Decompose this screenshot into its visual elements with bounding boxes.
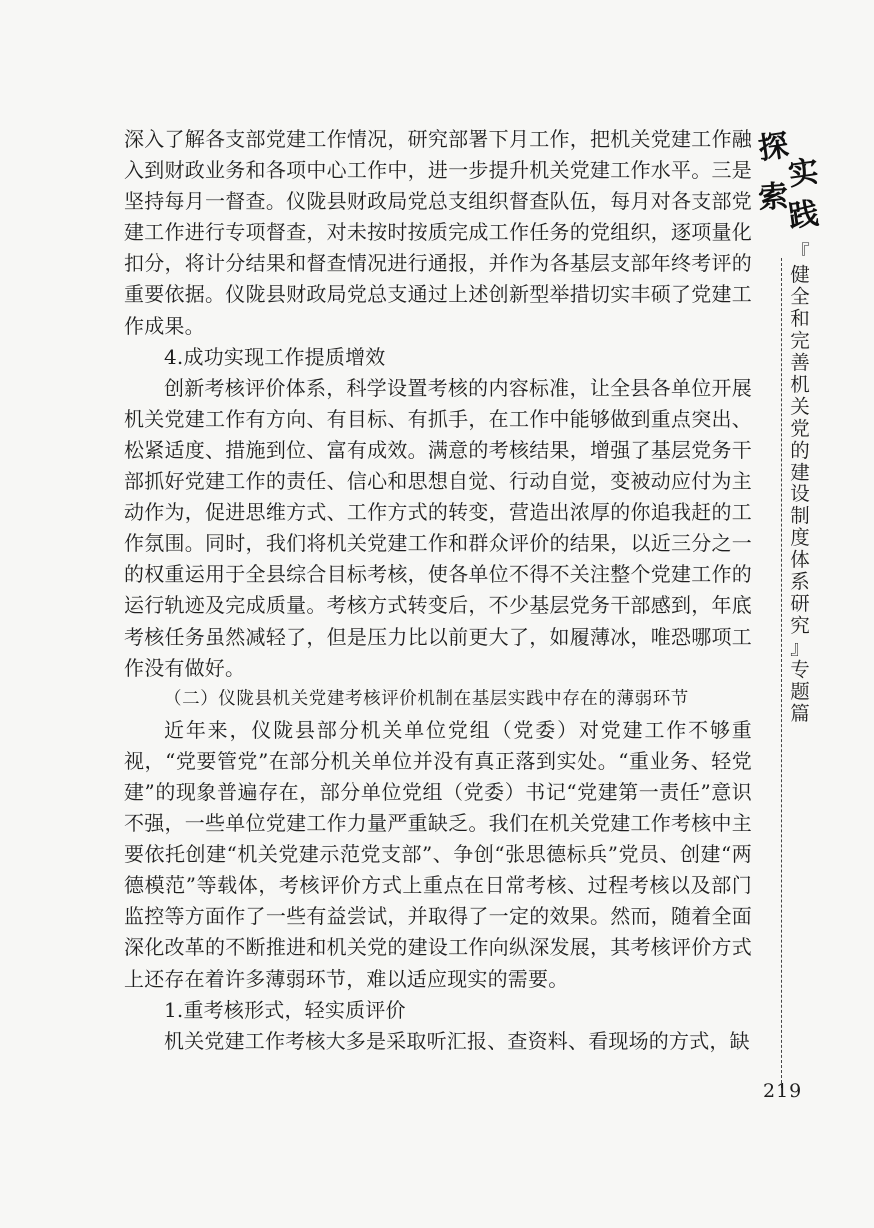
- title-char: 制: [790, 504, 810, 528]
- title-char: 党: [790, 416, 810, 440]
- logo-char-2: 实: [786, 154, 821, 193]
- title-char: 建: [790, 460, 810, 484]
- title-char: 体: [790, 548, 810, 572]
- title-char: 健: [790, 262, 810, 286]
- title-char: 完: [790, 328, 810, 352]
- title-char: 究: [790, 614, 810, 638]
- paragraph: 创新考核评价体系，科学设置考核的内容标准，让全县各单位开展机关党建工作有方向、有目标、有抓手，在工作中能够做到重点突出、松紧适度、措施到位、富有成效。满意的考核结果，增强了基层党务干部抓好党建工作的责任、信心和思想自觉、行动自觉，变被动应付为主动作为，促进思维方式、工作方式的转变，营造出浓厚的你追我赶的工作氛围。同时，我们将机关党建工作和群众评价的结果，以近三分之一的权重运用于全县综合目标考核，使各单位不得不关注整个党建工作的运行轨迹及完成质量。考核方式转变后，不少基层党务干部感到，年底考核任务虽然减轻了，但是压力比以前更大了，如履薄冰，唯恐哪项工作没有做好。: [124, 375, 752, 680]
- title-char: 机: [790, 372, 810, 396]
- logo-char-1: 探: [756, 128, 791, 167]
- subheading: 1.重考核形式，轻实质评价: [164, 997, 406, 1022]
- page-body: [124, 124, 752, 1057]
- paragraph: 机关党建工作考核大多是采取听汇报、查资料、看现场的方式，缺: [164, 1028, 750, 1053]
- title-char: 题: [790, 680, 810, 704]
- paragraph: 近年来，仪陇县部分机关单位党组（党委）对党建工作不够重视，“党要管党”在部分机关单位并没有真正落到实处。“重业务、轻党建”的现象普遍存在，部分单位党组（党委）书记“党建第一责任”意识不强，一些单位党建工作力量严重缺乏。我们在机关党建工作考核中主要依托创建“机关党建示范党支部”、争创“张思德标兵”党员、创建“两德模范”等载体，考核评价方式上重点在日常考核、过程考核以及部门监控等方面作了一些有益尝试，并取得了一定的效果。然而，随着全面深化改革的不断推进和机关党的建设工作向纵深发展，其考核评价方式上还存在着许多薄弱环节，难以适应现实的需要。: [124, 717, 752, 991]
- vertical-section-title: [788, 242, 812, 725]
- title-char: 『: [790, 241, 810, 264]
- title-char: 设: [790, 482, 810, 506]
- margin-divider: [781, 258, 782, 1088]
- title-char: 篇: [790, 702, 810, 726]
- title-char: 善: [790, 350, 810, 374]
- title-char: 全: [790, 284, 810, 308]
- title-char: 专: [790, 658, 810, 682]
- title-char: 』: [790, 636, 810, 660]
- title-char: 的: [790, 438, 810, 462]
- subheading: 4.成功实现工作提质增效: [164, 344, 386, 369]
- title-char: 关: [790, 394, 810, 418]
- section-logo: [756, 122, 828, 235]
- paragraph: 深入了解各支部党建工作情况，研究部署下月工作，把机关党建工作融入到财政业务和各项中心工作中，进一步提升机关党建工作水平。三是坚持每月一督查。仪陇县财政局党总支组织督查队伍，每月对各支部党建工作进行专项督查，对未按时按质完成工作任务的党组织，逐项量化扣分，将计分结果和督查情况进行通报，并作为各基层支部年终考评的重要依据。仪陇县财政局党总支通过上述创新型举措切实丰硕了党建工作成果。: [124, 127, 752, 338]
- title-char: 系: [790, 570, 810, 594]
- title-char: 和: [790, 306, 810, 330]
- title-char: 度: [790, 526, 810, 550]
- logo-char-3: 索: [757, 178, 790, 216]
- title-char: 研: [790, 592, 810, 616]
- logo-char-4: 践: [786, 196, 821, 235]
- page-number: 219: [763, 1080, 803, 1102]
- section-heading: （二）仪陇县机关党建考核评价机制在基层实践中存在的薄弱环节: [164, 688, 689, 709]
